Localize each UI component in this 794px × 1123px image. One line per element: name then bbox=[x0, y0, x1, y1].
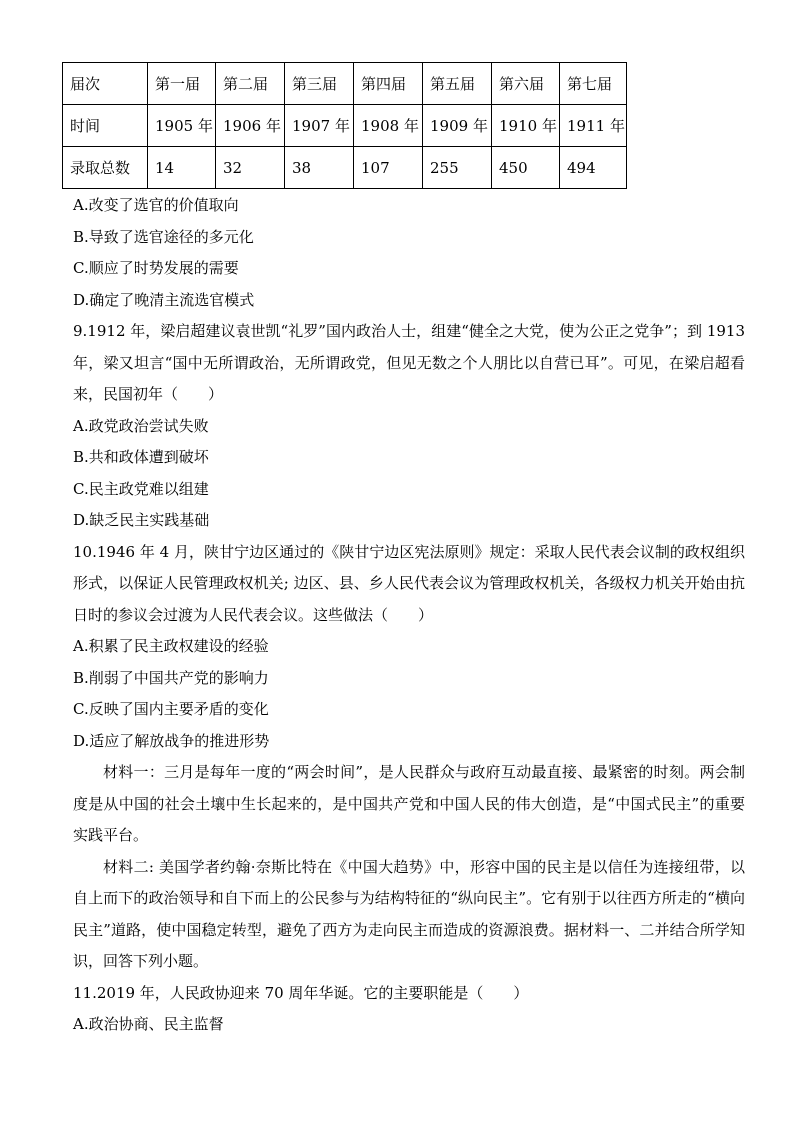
q10-option-d: D.适应了解放战争的推进形势 bbox=[73, 731, 270, 750]
table-cell: 第二届 bbox=[216, 63, 285, 105]
q9-option-c: C.民主政党难以组建 bbox=[73, 479, 209, 498]
material-two: 材料二: 美国学者约翰·奈斯比特在《中国大趋势》中，形容中国的民主是以信任为连接纽带，以自上而下的政治领导和自下而上的公民参与为结构特征的“纵向民主”。它有别于以往西方所走的“横向民主”道路，使中国稳定转型，避免了西方为走向民主而造成的资源浪费。据材料一、二并结合所学知识，回答下列小题。 bbox=[73, 857, 745, 970]
table-cell: 1910 年 bbox=[492, 105, 560, 147]
q10-option-c: C.反映了国内主要矛盾的变化 bbox=[73, 700, 269, 718]
table-cell: 届次 bbox=[63, 63, 148, 105]
q9-stem: 9.1912 年，梁启超建议袁世凯“礼罗”国内政治人士，组建“健全之大党，使为公正之党争”；到 1913 年，梁又坦言“国中无所谓政治，无所谓政党，但见无数之个人朋比以自营已耳”。可见，在梁启超看来，民国初年（ ） bbox=[73, 322, 745, 403]
table-cell: 录取总数 bbox=[63, 147, 148, 189]
table-cell: 第七届 bbox=[560, 63, 627, 105]
table-row bbox=[63, 105, 627, 147]
q10-stem: 10.1946 年 4 月，陕甘宁边区通过的《陕甘宁边区宪法原则》规定：采取人民代表会议制的政权组织形式，以保证人民管理政权机关; 边区、县、乡人民代表会议为管理政权机关，各级权力机关开始由抗日时的参议会过渡为人民代表会议。这些做法（ ） bbox=[73, 542, 745, 624]
table-cell: 1909 年 bbox=[423, 105, 492, 147]
q9-option-a: A.政党政治尝试失败 bbox=[73, 416, 209, 435]
table-cell: 时间 bbox=[63, 105, 148, 147]
table-cell: 1911 年 bbox=[560, 105, 627, 147]
table-cell: 14 bbox=[148, 147, 216, 189]
q8-option-b: B.导致了选官途径的多元化 bbox=[73, 227, 254, 246]
table-cell: 107 bbox=[354, 147, 423, 189]
table-cell: 38 bbox=[285, 147, 354, 189]
table-cell: 第四届 bbox=[354, 63, 423, 105]
imperial-exam-table bbox=[62, 62, 627, 189]
q8-option-a: A.改变了选官的价值取向 bbox=[73, 196, 239, 214]
q11-stem: 11.2019 年，人民政协迎来 70 周年华诞。它的主要职能是（ ） bbox=[73, 983, 529, 1002]
table-cell: 第五届 bbox=[423, 63, 492, 105]
q8-option-d: D.确定了晚清主流选官模式 bbox=[73, 290, 255, 309]
q10-option-b: B.削弱了中国共产党的影响力 bbox=[73, 668, 269, 687]
table-cell: 32 bbox=[216, 147, 285, 189]
q8-option-c: C.顺应了时势发展的需要 bbox=[73, 259, 239, 277]
table-cell: 255 bbox=[423, 147, 492, 189]
table-row bbox=[63, 147, 627, 189]
table-cell: 1905 年 bbox=[148, 105, 216, 147]
table-cell: 第三届 bbox=[285, 63, 354, 105]
table-cell: 1907 年 bbox=[285, 105, 354, 147]
table-cell: 494 bbox=[560, 147, 627, 189]
question-content bbox=[73, 190, 745, 1041]
q9-option-d: D.缺乏民主实践基础 bbox=[73, 511, 210, 529]
table-cell: 450 bbox=[492, 147, 560, 189]
q10-option-a: A.积累了民主政权建设的经验 bbox=[73, 637, 269, 655]
table-cell: 第一届 bbox=[148, 63, 216, 105]
table-cell: 第六届 bbox=[492, 63, 560, 105]
q9-option-b: B.共和政体遭到破坏 bbox=[73, 448, 209, 466]
table-cell: 1908 年 bbox=[354, 105, 423, 147]
table-row bbox=[63, 63, 627, 105]
material-one: 材料一：三月是每年一度的“两会时间”，是人民群众与政府互动最直接、最紧密的时刻。两会制度是从中国的社会土壤中生长起来的，是中国共产党和中国人民的伟大创造，是“中国式民主”的重要实践平台。 bbox=[73, 763, 745, 844]
table-cell: 1906 年 bbox=[216, 105, 285, 147]
q11-option-a: A.政治协商、民主监督 bbox=[73, 1015, 224, 1033]
